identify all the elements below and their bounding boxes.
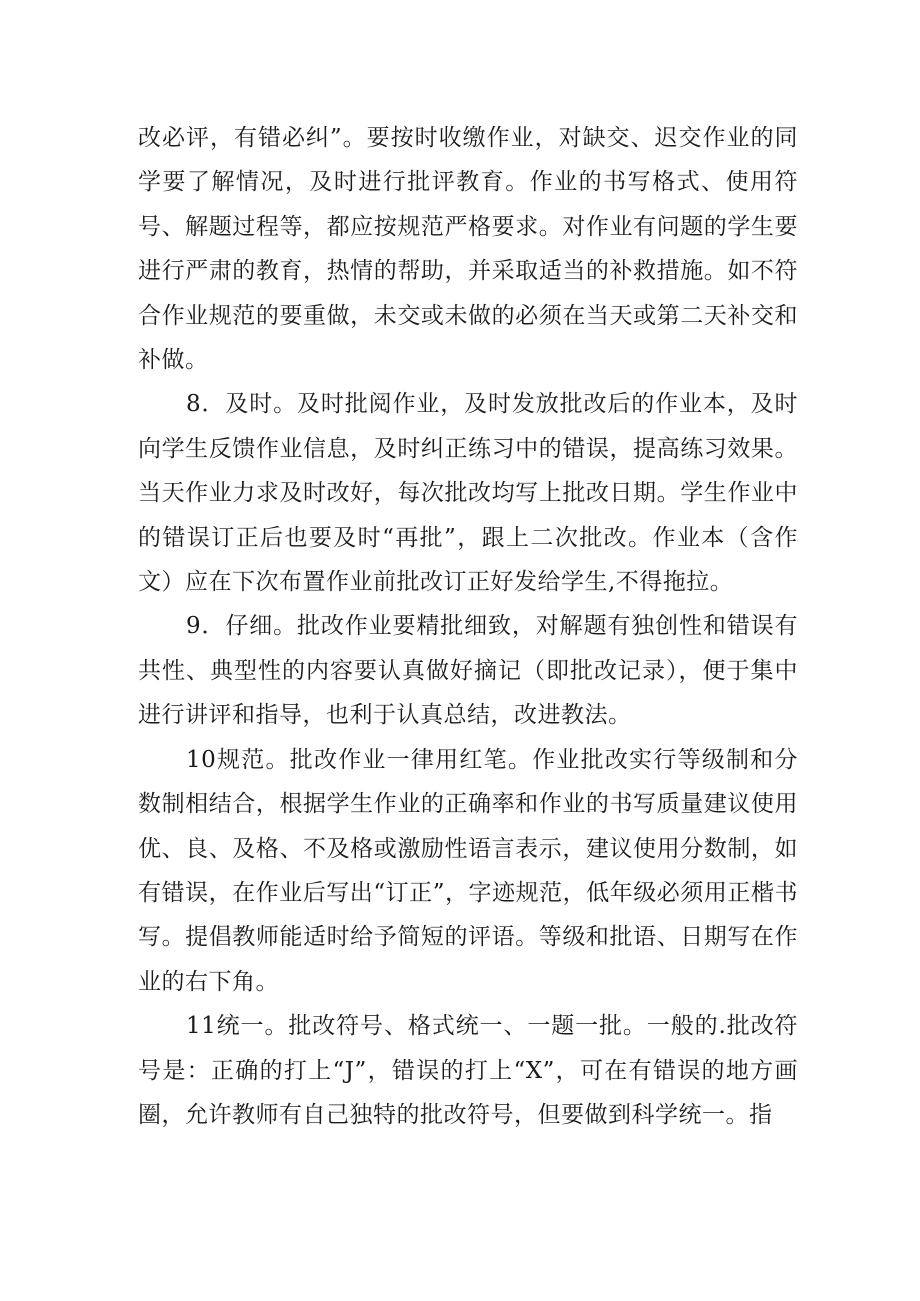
paragraph-item-8: 8．及时。及时批阅作业，及时发放批改后的作业本，及时向学生反馈作业信息，及时纠正练习中的错误，提高练习效果。当天作业力求及时改好，每次批改均写上批改日期。学生作业中的错误订正后也要及时“再批”，跟上二次批改。作业本（含作文）应在下次布置作业前批改订正好发给学生,不得拖拉。: [138, 391, 798, 596]
paragraph-item-11: 11统一。批改符号、格式统一、一题一批。一般的.批改符号是：正确的打上“J”，错误的打上“X”，可在有错误的地方画圈，允许教师有自己独特的批改符号，但要做到科学统一。指: [138, 1013, 798, 1128]
paragraph-item-10: 10规范。批改作业一律用红笔。作业批改实行等级制和分数制相结合，根据学生作业的正确率和作业的书写质量建议使用优、良、及格、不及格或激励性语言表示，建议使用分数制，如有错误，在作业后写出“订正”，字迹规范，低年级必须用正楷书写。提倡教师能适时给予简短的评语。等级和批语、日期写在作业的右下角。: [138, 746, 798, 995]
paragraph-continued: 改必评，有错必纠”。要按时收缴作业，对缺交、迟交作业的同学要了解情况，及时进行批评教育。作业的书写格式、使用符号、解题过程等，都应按规范严格要求。对作业有问题的学生要进行严肃的教育，热情的帮助，并采取适当的补救措施。如不符合作业规范的要重做，未交或未做的必须在当天或第二天补交和补做。: [138, 125, 798, 374]
paragraph-item-9: 9．仔细。批改作业要精批细致，对解题有独创性和错误有共性、典型性的内容要认真做好摘记（即批改记录），便于集中进行讲评和指导，也利于认真总结，改进教法。: [138, 613, 798, 729]
document-body: [138, 116, 798, 1137]
